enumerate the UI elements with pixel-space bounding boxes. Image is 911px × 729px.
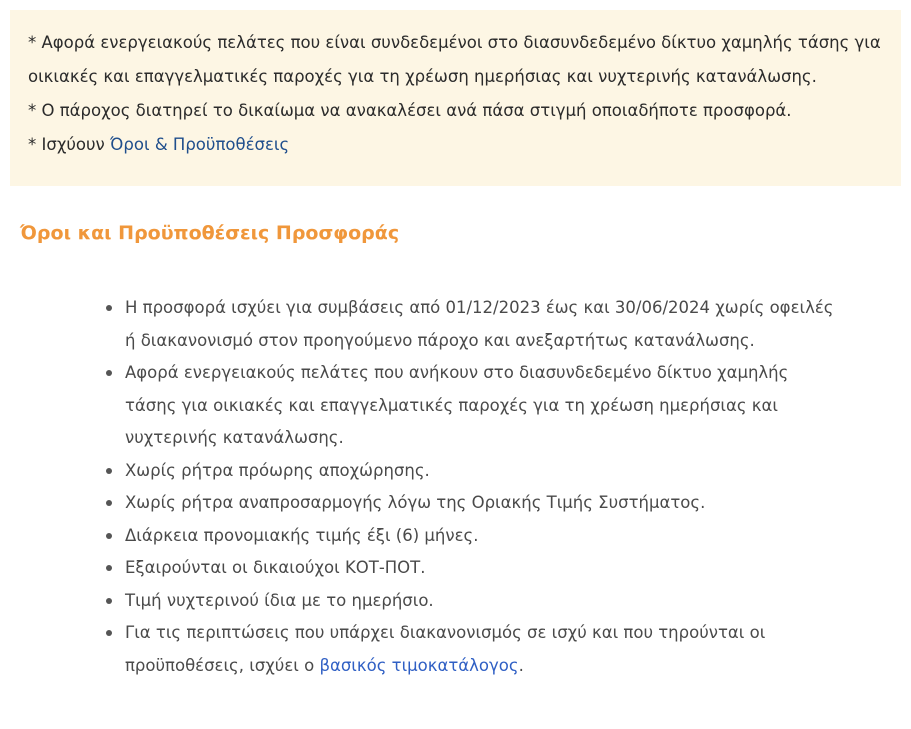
section-title: Όροι και Προϋποθέσεις Προσφοράς (20, 222, 400, 244)
notice-line-terms (28, 128, 883, 162)
bullet-icon (106, 468, 112, 474)
list-item (104, 455, 844, 488)
list-item (104, 292, 844, 357)
list-item (104, 552, 844, 585)
notice-line-supplies: οικιακές και επαγγελματικές παροχές για τη χρέωση ημερήσιας και νυχτερινής κατανάλωσης. (28, 67, 817, 86)
bullet-icon (106, 565, 112, 571)
bullet-icon (106, 533, 112, 539)
bullet-icon (106, 630, 112, 636)
list-item (104, 617, 844, 682)
list-item-text: Η προσφορά ισχύει για συμβάσεις από 01/12/2023 έως και 30/06/2024 χωρίς οφειλές ή διακανονισμό στον προηγούμενο πάροχο και ανεξαρτήτως κατανάλωσης. (125, 298, 834, 350)
notice-line-customers: * Αφορά ενεργειακούς πελάτες που είναι συνδεδεμένοι στο διασυνδεδεμένο δίκτυο χαμηλής τάσης για (28, 33, 881, 52)
bullet-icon (106, 370, 112, 376)
offer-notice-box (10, 10, 901, 186)
list-item-text: Για τις περιπτώσεις που υπάρχει διακανονισμός σε ισχύ και που τηρούνται οι προϋποθέσεις, ισχύει ο (125, 623, 766, 675)
bullet-icon (106, 598, 112, 604)
list-item (104, 357, 844, 455)
list-item-text: Χωρίς ρήτρα πρόωρης αποχώρησης. (125, 460, 430, 480)
list-item (104, 487, 844, 520)
list-item (104, 520, 844, 553)
list-item (104, 585, 844, 618)
notice-terms-prefix: * Ισχύουν (28, 135, 111, 154)
list-item-text: Εξαιρούνται οι δικαιούχοι ΚΟΤ-ΠΟΤ. (125, 558, 426, 577)
terms-list (104, 292, 844, 682)
basic-pricelist-link[interactable]: βασικός τιμοκατάλογος (319, 655, 519, 675)
bullet-icon (106, 305, 112, 311)
bullet-icon (106, 500, 112, 506)
list-item-text: Χωρίς ρήτρα αναπροσαρμογής λόγω της Οριακής Τιμής Συστήματος. (125, 493, 706, 512)
list-item-text: Αφορά ενεργειακούς πελάτες που ανήκουν στο διασυνδεδεμένο δίκτυο χαμηλής τάσης για οικιακές και επαγγελματικές παροχές για τη χρέωση ημερήσιας και νυχτερινής κατανάλωσης. (125, 363, 789, 447)
terms-and-conditions-link[interactable]: Όροι & Προϋποθέσεις (110, 135, 290, 154)
list-item-text: Τιμή νυχτερινού ίδια με το ημερήσιο. (125, 590, 434, 610)
notice-line-revoke: * Ο πάροχος διατηρεί το δικαίωμα να ανακαλέσει ανά πάσα στιγμή οποιαδήποτε προσφορά. (28, 101, 792, 120)
list-item-suffix: . (518, 655, 524, 675)
list-item-text: Διάρκεια προνομιακής τιμής έξι (6) μήνες. (125, 525, 479, 545)
